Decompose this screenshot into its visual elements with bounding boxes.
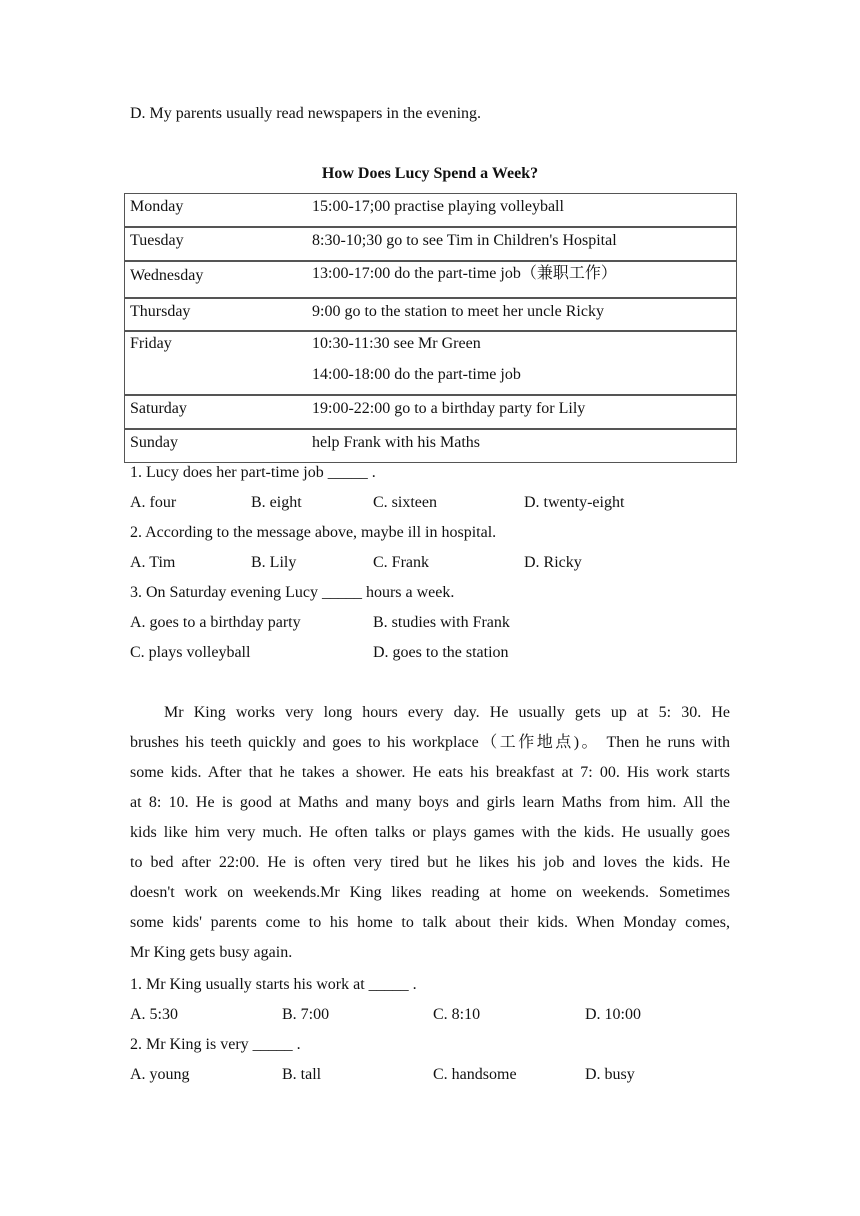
option: B. tall (282, 1066, 322, 1083)
passage-question-2: 2. Mr King is very _____ . (130, 1036, 301, 1053)
reading-passage (130, 698, 730, 968)
option: C. sixteen (373, 494, 437, 511)
option: B. studies with Frank (373, 614, 510, 631)
activity-cell: 13:00-17:00 do the part-time job（兼职工作） (312, 265, 617, 282)
option: C. 8:10 (433, 1006, 481, 1023)
option: D. busy (585, 1066, 635, 1083)
option: A. Tim (130, 554, 176, 571)
passage-line: kids like him very much. He often talks or plays games with the kids. He usually goes (130, 824, 730, 841)
table-row (124, 331, 737, 395)
activity-cell: help Frank with his Maths (312, 434, 480, 451)
activity-cell: 19:00-22:00 go to a birthday party for Lily (312, 400, 586, 417)
day-cell: Sunday (130, 434, 178, 451)
table-row (124, 395, 737, 429)
option: B. 7:00 (282, 1006, 330, 1023)
passage-line: brushes his teeth quickly and goes to his workplace（工作地点)。 Then he runs with (130, 734, 730, 751)
passage-line: at 8: 10. He is good at Maths and many boys and girls learn Maths from him. All the (130, 794, 730, 811)
passage-line: doesn't work on weekends.Mr King likes reading at home on weekends. Sometimes (130, 884, 730, 901)
option: C. Frank (373, 554, 429, 571)
schedule-table (124, 193, 737, 463)
day-cell: Monday (130, 198, 184, 215)
question-2: 2. According to the message above, maybe ill in hospital. (130, 524, 497, 541)
option: A. young (130, 1066, 190, 1083)
question-3: 3. On Saturday evening Lucy _____ hours a week. (130, 584, 455, 601)
day-cell: Thursday (130, 303, 191, 320)
day-cell: Saturday (130, 400, 187, 417)
table-row (124, 193, 737, 227)
day-cell: Friday (130, 335, 172, 352)
passage-question-1: 1. Mr King usually starts his work at _____ . (130, 976, 417, 993)
activity-cell: 15:00-17;00 practise playing volleyball (312, 198, 564, 215)
question-1: 1. Lucy does her part-time job _____ . (130, 464, 376, 481)
option: D. Ricky (524, 554, 582, 571)
table-row (124, 261, 737, 298)
option: D. goes to the station (373, 644, 509, 661)
option: D. 10:00 (585, 1006, 641, 1023)
option: C. handsome (433, 1066, 517, 1083)
option: B. eight (251, 494, 302, 511)
table-row (124, 298, 737, 331)
passage-line: Mr King gets busy again. (130, 944, 293, 961)
option: A. four (130, 494, 177, 511)
table-row (124, 429, 737, 463)
table-row (124, 227, 737, 261)
activity-cell: 14:00-18:00 do the part-time job (312, 366, 521, 383)
activity-cell: 9:00 go to the station to meet her uncle Ricky (312, 303, 604, 320)
option: B. Lily (251, 554, 297, 571)
option: C. plays volleyball (130, 644, 251, 661)
activity-cell: 8:30-10;30 go to see Tim in Children's Hospital (312, 232, 617, 249)
day-cell: Wednesday (130, 267, 204, 284)
day-cell: Tuesday (130, 232, 184, 249)
passage-line: to bed after 22:00. He is often very tired but he likes his job and loves the kids. He (130, 854, 730, 871)
passage-line: some kids. After that he takes a shower. He eats his breakfast at 7: 00. His work starts (130, 764, 730, 781)
intro-option-d: D. My parents usually read newspapers in the evening. (130, 105, 482, 122)
option: D. twenty-eight (524, 494, 625, 511)
table-title: How Does Lucy Spend a Week? (321, 165, 539, 182)
passage-line: Mr King works very long hours every day. He usually gets up at 5: 30. He (164, 704, 730, 721)
option: A. goes to a birthday party (130, 614, 301, 631)
option: A. 5:30 (130, 1006, 178, 1023)
activity-cell: 10:30-11:30 see Mr Green (312, 335, 481, 352)
passage-line: some kids' parents come to his home to talk about their kids. When Monday comes, (130, 914, 730, 931)
